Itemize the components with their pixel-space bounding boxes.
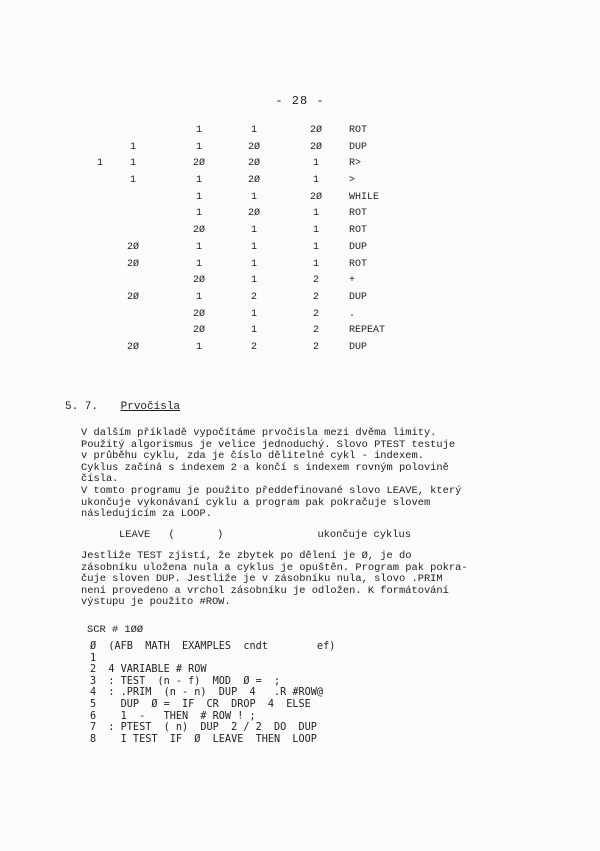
stack-cell: 2Ø	[247, 208, 260, 220]
stack-cell: 1	[195, 241, 202, 253]
stack-cell: 1	[250, 225, 257, 237]
code-line: 4 : .PRIM (n - n) DUP 4 .R #ROW@	[90, 687, 324, 699]
stack-cell: 1	[312, 241, 319, 253]
paragraph-intro: V dalším příkladě vypočítáme prvočísla mezi dvěma limity. Použitý algorismus je velice jednoduchý. Slovo PTEST testuje v průběhu cyklu, zda je číslo dělitelné cykl - indexem. Cyklus začíná s indexem 2 a končí s indexem rovným polovině čísla. V tomto programu je použito předdefinované slovo LEAVE, který ukončuje vykonávaní cyklu a program pak pokračuje slovem následujícím za LOOP.	[81, 427, 462, 521]
stack-cell: 2Ø	[126, 258, 139, 270]
stack-cell: 1	[250, 325, 257, 337]
code-line: 6 1 - THEN # ROW ! ;	[90, 710, 256, 722]
stack-word: REPEAT	[349, 325, 386, 337]
stack-cell: 2Ø	[192, 225, 205, 237]
stack-trace-table	[0, 125, 600, 359]
stack-cell: 1	[195, 125, 202, 136]
stack-row	[0, 225, 600, 242]
stack-cell: 2Ø	[309, 191, 322, 203]
stack-cell: 2Ø	[192, 275, 205, 287]
leave-description: ukončuje cyklus	[317, 529, 411, 541]
stack-row	[0, 325, 600, 342]
section-title: Prvočísla	[120, 401, 181, 413]
stack-cell: 1	[129, 141, 136, 153]
stack-cell: 1	[129, 158, 136, 170]
stack-row	[0, 292, 600, 309]
stack-cell: 2	[312, 325, 319, 337]
leave-word: LEAVE	[119, 529, 151, 541]
stack-row	[0, 158, 600, 175]
stack-cell: 2	[312, 341, 319, 353]
stack-cell: 2Ø	[309, 141, 322, 153]
stack-cell: 1	[96, 158, 103, 170]
stack-word: DUP	[349, 141, 368, 153]
stack-word: DUP	[349, 241, 368, 253]
code-line: 3 : TEST (n - f) MOD Ø = ;	[90, 675, 281, 687]
code-line: 7 : PTEST ( n) DUP 2 / 2 DO DUP	[90, 722, 317, 734]
stack-cell: 1	[312, 225, 319, 237]
stack-cell: 1	[312, 175, 319, 187]
screen-header: SCR # 1ØØ	[87, 624, 144, 636]
stack-cell: 2	[312, 291, 319, 303]
stack-word: >	[349, 175, 356, 187]
stack-cell: 1	[250, 125, 257, 136]
stack-row	[0, 309, 600, 326]
stack-row	[0, 275, 600, 292]
leave-open-paren: (	[168, 529, 175, 541]
stack-cell: 1	[312, 208, 319, 220]
section-number: 5. 7.	[65, 401, 99, 413]
stack-cell: 1	[250, 241, 257, 253]
code-listing	[90, 641, 335, 745]
stack-cell: 2Ø	[192, 308, 205, 320]
stack-cell: 2Ø	[126, 241, 139, 253]
stack-cell: 2	[312, 308, 319, 320]
leave-definition	[119, 529, 411, 541]
stack-word: ROT	[349, 125, 368, 136]
stack-row	[0, 242, 600, 259]
code-line: 2 4 VARIABLE # ROW	[90, 664, 207, 676]
stack-cell: 1	[195, 258, 202, 270]
stack-cell: 2Ø	[192, 325, 205, 337]
stack-cell: 1	[195, 141, 202, 153]
page-number: - 28 -	[275, 94, 325, 108]
code-line: Ø (AFB MATH EXAMPLES cndt ef)	[90, 641, 336, 652]
code-line: 1	[90, 652, 97, 664]
paragraph-test: Jestliže TEST zjistí, že zbytek po dělení je Ø, je do zásobníku uložena nula a cyklus je opuštěn. Program pak pokra- čuje sloven DUP. Jestliže je v zásobníku nula, slovo .PRIM není provedeno a vrchol zásobníku je odložen. K formátování výstupu je použito #ROW.	[81, 550, 468, 609]
stack-cell: 2Ø	[247, 158, 260, 170]
stack-cell: 2	[250, 291, 257, 303]
stack-cell: 2	[312, 275, 319, 287]
stack-cell: 1	[195, 208, 202, 220]
stack-word: +	[349, 275, 356, 287]
stack-row	[0, 208, 600, 225]
section-heading	[65, 401, 180, 413]
stack-cell: 1	[195, 341, 202, 353]
stack-word: .	[349, 308, 356, 320]
stack-cell: 2Ø	[126, 291, 139, 303]
stack-cell: 1	[312, 258, 319, 270]
stack-cell: 2Ø	[309, 125, 322, 136]
stack-cell: 2	[250, 341, 257, 353]
stack-cell: 1	[195, 191, 202, 203]
code-line: 8 I TEST IF Ø LEAVE THEN LOOP	[90, 733, 317, 745]
stack-cell: 1	[250, 275, 257, 287]
stack-cell: 2Ø	[126, 341, 139, 353]
leave-close-paren: )	[216, 529, 224, 541]
stack-row	[0, 142, 600, 159]
code-line: 5 DUP Ø = IF CR DROP 4 ELSE	[90, 698, 311, 710]
stack-cell: 2Ø	[247, 175, 260, 187]
stack-cell: 1	[250, 258, 257, 270]
stack-row	[0, 125, 600, 142]
stack-row	[0, 192, 600, 209]
stack-row	[0, 175, 600, 192]
stack-word: ROT	[349, 225, 368, 237]
stack-cell: 1	[195, 291, 202, 303]
stack-word: R>	[349, 158, 362, 170]
stack-word: ROT	[349, 258, 368, 270]
stack-cell: 2Ø	[192, 158, 205, 170]
stack-word: WHILE	[349, 191, 380, 203]
stack-cell: 1	[250, 191, 257, 203]
stack-cell: 1	[312, 158, 319, 170]
stack-cell: 1	[129, 175, 136, 187]
stack-row	[0, 259, 600, 276]
stack-row	[0, 342, 600, 359]
stack-word: DUP	[349, 291, 368, 303]
stack-word: ROT	[349, 208, 368, 220]
stack-cell: 1	[195, 175, 202, 187]
stack-cell: 1	[250, 308, 257, 320]
stack-cell: 2Ø	[247, 141, 260, 153]
stack-word: DUP	[349, 341, 368, 353]
